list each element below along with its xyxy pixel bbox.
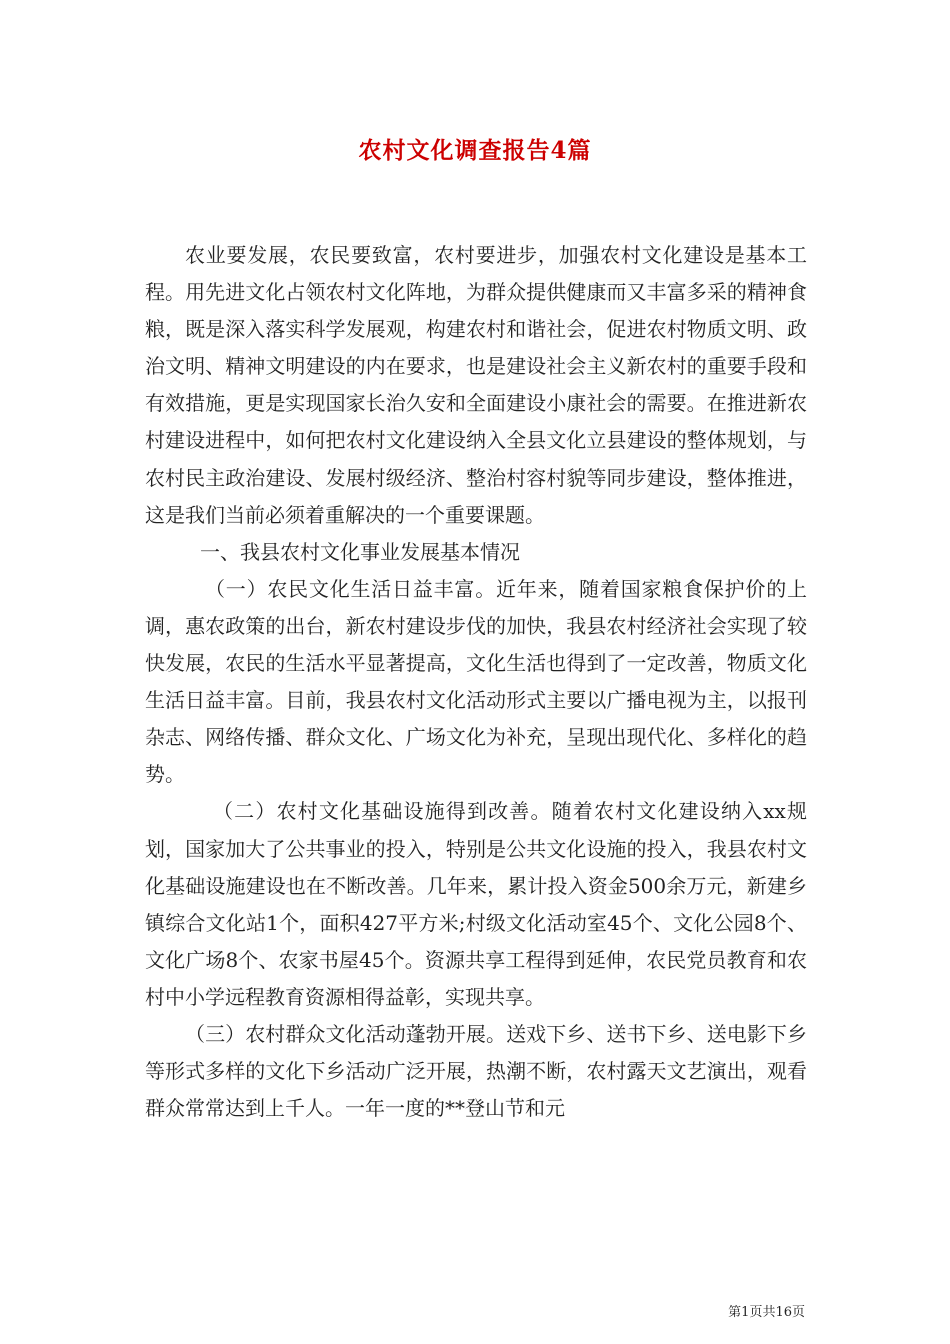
intro-paragraph: 农业要发展，农民要致富，农村要进步，加强农村文化建设是基本工程。用先进文化占领农村文化阵地，为群众提供健康而又丰富多采的精神食粮，既是深入落实科学发展观，构建农村和谐社会，促进农村物质文明、政治文明、精神文明建设的内在要求，也是建设社会主义新农村的重要手段和有效措施，更是实现国家长治久安和全面建设小康社会的需要。在推进新农村建设进程中，如何把农村文化建设纳入全县文化立县建设的整体规划，与农村民主政治建设、发展村级经济、整治村容村貌等同步建设，整体推进，这是我们当前必须着重解决的一个重要课题。 <box>145 243 807 527</box>
document-body <box>145 237 807 1127</box>
subsection-paragraph-3: （三）农村群众文化活动蓬勃开展。送戏下乡、送书下乡、送电影下乡等形式多样的文化下乡活动广泛开展，热潮不断，农村露天文艺演出，观看群众常常达到上千人。一年一度的**登山节和元 <box>145 1021 807 1121</box>
section-heading-1: 一、我县农村文化事业发展基本情况 <box>200 539 520 564</box>
page-number-footer: 第1页共16页 <box>728 1305 805 1320</box>
subsection-paragraph-2: （二）农村文化基础设施得到改善。随着农村文化建设纳入xx规划，国家加大了公共事业的投入，特别是公共文化设施的投入，我县农村文化基础设施建设也在不断改善。几年来，累计投入资金500余万元，新建乡镇综合文化站1个，面积427平方米;村级文化活动室45个、文化公园8个、文化广场8个、农家书屋45个。资源共享工程得到延伸，农民党员教育和农村中小学远程教育资源相得益彰，实现共享。 <box>145 799 807 1009</box>
page-title: 农村文化调查报告4篇 <box>358 137 592 164</box>
subsection-paragraph-1: （一）农民文化生活日益丰富。近年来，随着国家粮食保护价的上调，惠农政策的出台，新农村建设步伐的加快，我县农村经济社会实现了较快发展，农民的生活水平显著提高，文化生活也得到了一定改善，物质文化生活日益丰富。目前，我县农村文化活动形式主要以广播电视为主，以报刊杂志、网络传播、群众文化、广场文化为补充，呈现出现代化、多样化的趋势。 <box>145 576 807 787</box>
